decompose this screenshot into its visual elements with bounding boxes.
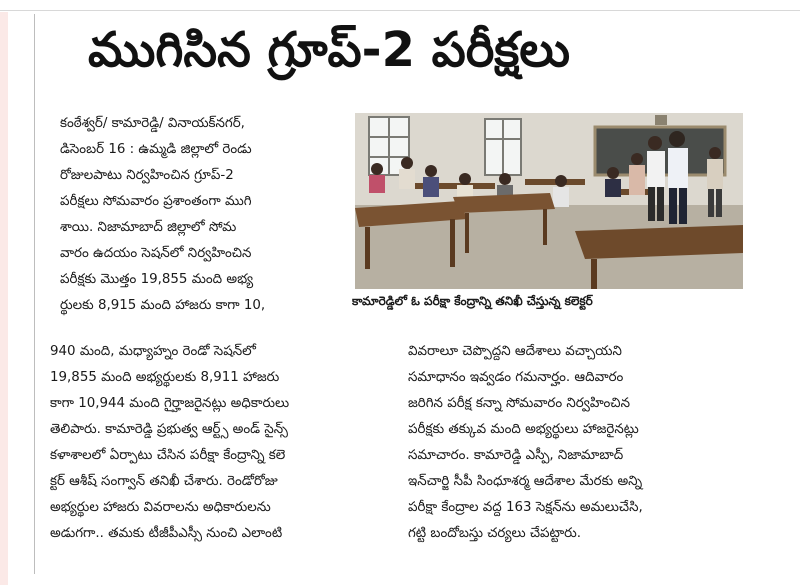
article-line: సమాచారం. కామారెడ్డి ఎస్పీ, నిజామాబాద్‌ <box>408 448 624 463</box>
article-line: పరీక్షా కేంద్రాల వద్ద 163 సెక్షన్‌ను అమలుచేసి, <box>408 500 643 515</box>
article-line: పరీక్షకు తక్కువ మంది అభ్యర్థులు హాజరైనట్లు <box>408 422 639 437</box>
article-line: కంఠేశ్వర్‌/ కామారెడ్డి/ వినాయక్‌నగర్‌, <box>60 116 245 131</box>
article-line: 940 మంది, మధ్యాహ్నం రెండో సెషన్‌లో <box>50 344 256 359</box>
article-line: సమాధానం ఇవ్వడం గమనార్హం. ఆదివారం <box>408 370 624 385</box>
article-line: అభ్యర్థుల హాజరు వివరాలను అధికారులను <box>50 500 271 515</box>
headline: ముగిసిన గ్రూప్‌-2 పరీక్షలు <box>88 22 570 78</box>
article-line: ర్థులకు 8,915 మంది హాజరు కాగా 10, <box>60 298 266 313</box>
top-rule <box>0 10 800 11</box>
article-line: గట్టి బందోబస్తు చర్యలు చేపట్టారు. <box>408 526 582 541</box>
photo-caption: కామారెడ్డిలో ఓ పరీక్షా కేంద్రాన్ని తనిఖీ చేస్తున్న కలెక్టర్‌ <box>352 294 593 308</box>
article-line: జరిగిన పరీక్ష కన్నా సోమవారం నిర్వహించిన <box>408 396 630 411</box>
article-line: శాయి. నిజామాబాద్‌ జిల్లాలో సోమ <box>60 220 237 235</box>
page-margin-strip <box>0 12 8 585</box>
article-line: 19,855 మంది అభ్యర్థులకు 8,911 హాజరు <box>50 370 280 385</box>
article-line: కళాశాలలో ఏర్పాటు చేసిన పరీక్షా కేంద్రాన్ని కలె <box>50 448 286 463</box>
article-line: పరీక్షకు మొత్తం 19,855 మంది అభ్య <box>60 272 254 287</box>
article-line: తెలిపారు. కామారెడ్డి ప్రభుత్వ ఆర్ట్స్‌ అండ్‌ సైన్స్‌ <box>50 422 288 437</box>
article-line: కాగా 10,944 మంది గైర్హాజరైనట్లు అధికారులు <box>50 396 290 411</box>
column-rule <box>34 14 35 574</box>
article-line: అడుగగా.. తమకు టీజీపీఎస్సీ నుంచి ఎలాంటి <box>50 526 283 541</box>
article-line: క్టర్‌ ఆశీష్‌ సంగ్వాన్‌ తనిఖీ చేశారు. రెండోరోజు <box>50 474 278 489</box>
exam-hall-photo <box>355 113 743 289</box>
article-line: వివరాలూ చెప్పొద్దని ఆదేశాలు వచ్చాయని <box>408 344 622 359</box>
article-line: పరీక్షలు సోమవారం ప్రశాంతంగా ముగి <box>60 194 252 209</box>
article-line: ఇన్‌చార్జి సీపీ సింధూశర్మ ఆదేశాల మేరకు అన్ని <box>408 474 643 489</box>
article-line: రోజులపాటు నిర్వహించిన గ్రూప్‌-2 <box>60 168 234 183</box>
article-line: వారం ఉదయం సెషన్‌లో నిర్వహించిన <box>60 246 252 261</box>
article-line: డిసెంబర్‌ 16 : ఉమ్మడి జిల్లాలో రెండు <box>60 142 252 157</box>
